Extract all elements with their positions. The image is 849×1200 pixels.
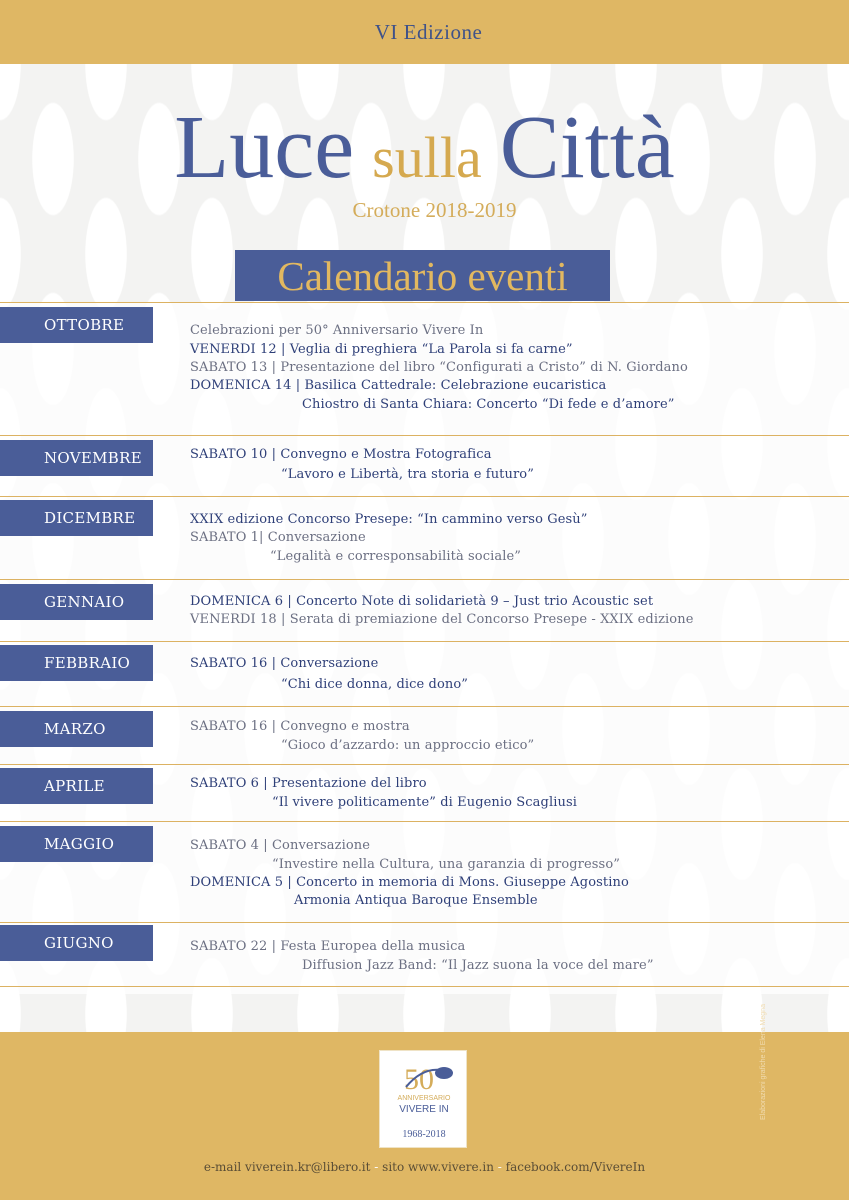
event-line: “Il vivere politicamente” di Eugenio Scagliusi	[272, 795, 577, 810]
logo-years: 1968-2018	[402, 1129, 446, 1140]
event-line: SABATO 4 | Conversazione	[190, 838, 371, 853]
footer-facebook[interactable]: facebook.com/VivereIn	[505, 1160, 646, 1174]
month-label-marzo: MARZO	[0, 711, 153, 747]
logo-emblem-icon	[380, 1051, 468, 1101]
month-label-aprile: APRILE	[0, 768, 153, 804]
calendar-banner	[235, 250, 610, 301]
event-line: “Investire nella Cultura, una garanzia di progresso”	[272, 857, 620, 872]
logo-word-anniversario: ANNIVERSARIO	[397, 1095, 451, 1102]
month-label-gennaio: GENNAIO	[0, 584, 153, 620]
event-line: “Chi dice donna, dice dono”	[281, 677, 469, 692]
anniversary-logo	[379, 1050, 467, 1148]
month-label-dicembre: DICEMBRE	[0, 500, 153, 536]
footer-email[interactable]: e-mail viverein.kr@libero.it	[203, 1160, 371, 1174]
event-line: SABATO 16 | Convegno e mostra	[190, 719, 410, 734]
event-line: DOMENICA 6 | Concerto Note di solidarietà 9 – Just trio Acoustic set	[190, 594, 654, 609]
logo-word-viverein: VIVERE IN	[399, 1104, 449, 1115]
month-label-novembre: NOVEMBRE	[0, 440, 153, 476]
divider	[0, 641, 849, 642]
event-line: VENERDI 12 | Veglia di preghiera “La Parola si fa carne”	[190, 342, 573, 357]
event-line: Celebrazioni per 50° Anniversario Vivere In	[190, 323, 484, 338]
footer-contacts	[0, 1160, 849, 1174]
event-line: SABATO 6 | Presentazione del libro	[190, 776, 427, 791]
divider	[0, 764, 849, 765]
footer-separator: -	[370, 1160, 383, 1174]
title-word-citta: Città	[499, 98, 675, 197]
event-line: SABATO 16 | Conversazione	[190, 656, 379, 671]
title-word-luce: Luce	[174, 98, 355, 197]
month-label-maggio: MAGGIO	[0, 826, 153, 862]
design-credit: Elaborazioni grafiche di Elena Megna	[760, 1004, 767, 1120]
month-label-ottobre: OTTOBRE	[0, 307, 153, 343]
event-line: XXIX edizione Concorso Presepe: “In cammino verso Gesù”	[190, 512, 588, 527]
page-title	[0, 96, 849, 199]
month-label-febbraio: FEBBRAIO	[0, 645, 153, 681]
divider	[0, 821, 849, 822]
event-line: “Lavoro e Libertà, tra storia e futuro”	[281, 467, 534, 482]
divider	[0, 579, 849, 580]
event-line: “Gioco d’azzardo: un approccio etico”	[281, 738, 535, 753]
calendar-title: Calendario eventi	[277, 252, 568, 299]
footer-site[interactable]: sito www.vivere.in	[382, 1160, 494, 1174]
top-banner	[0, 0, 849, 64]
title-word-sulla: sulla	[372, 125, 482, 190]
event-line: VENERDI 18 | Serata di premiazione del Concorso Presepe - XXIX edizione	[190, 612, 694, 627]
divider	[0, 496, 849, 497]
divider	[0, 435, 849, 436]
logo-number: 50	[404, 1063, 434, 1096]
event-line: SABATO 1| Conversazione	[190, 530, 366, 545]
divider	[0, 922, 849, 923]
event-line: SABATO 13 | Presentazione del libro “Configurati a Cristo” di N. Giordano	[190, 360, 688, 375]
edition-label: VI Edizione	[374, 19, 483, 44]
event-line: DOMENICA 14 | Basilica Cattedrale: Celebrazione eucaristica	[190, 378, 607, 393]
divider	[0, 986, 849, 987]
event-line: DOMENICA 5 | Concerto in memoria di Mons. Giuseppe Agostino	[190, 875, 629, 890]
month-label-giugno: GIUGNO	[0, 925, 153, 961]
divider	[0, 302, 849, 303]
event-line: Chiostro di Santa Chiara: Concerto “Di fede e d’amore”	[302, 397, 675, 412]
event-line: SABATO 22 | Festa Europea della musica	[190, 939, 466, 954]
divider	[0, 706, 849, 707]
event-line: “Legalità e corresponsabilità sociale”	[270, 549, 522, 564]
event-line: SABATO 10 | Convegno e Mostra Fotografica	[190, 447, 492, 462]
event-line: Armonia Antiqua Baroque Ensemble	[294, 893, 538, 908]
subtitle: Crotone 2018-2019	[352, 198, 517, 222]
footer-separator: -	[493, 1160, 506, 1174]
event-line: Diffusion Jazz Band: “Il Jazz suona la voce del mare”	[302, 958, 654, 973]
